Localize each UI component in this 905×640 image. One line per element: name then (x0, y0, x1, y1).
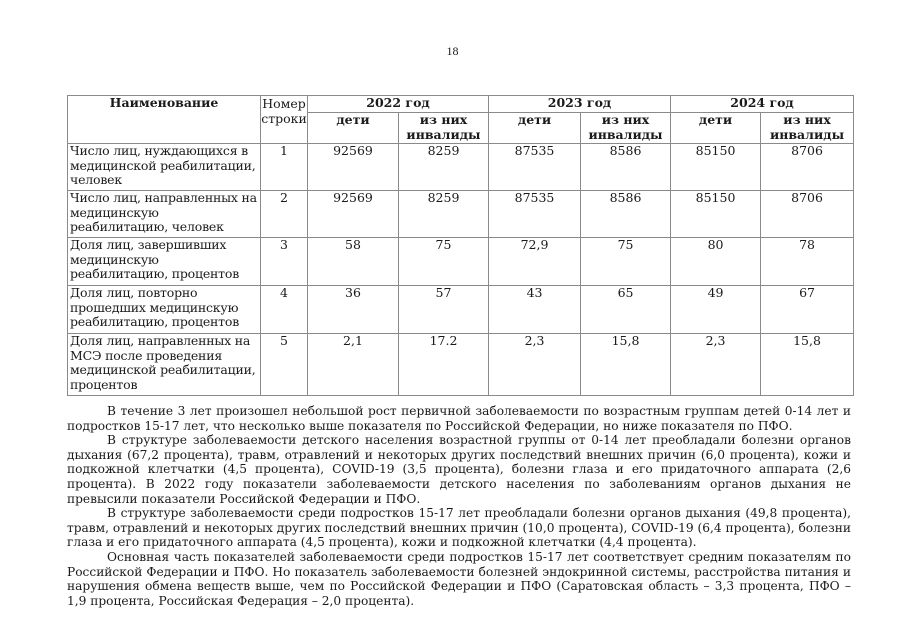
row-number: 5 (261, 334, 308, 396)
row-number: 2 (261, 191, 308, 238)
header-year-2024: 2024 год (671, 96, 854, 113)
header-children: дети (308, 113, 399, 144)
row-number: 1 (261, 144, 308, 191)
cell-2022-children: 36 (308, 286, 399, 334)
cell-2023-children: 87535 (489, 144, 581, 191)
cell-2022-children: 92569 (308, 191, 399, 238)
paragraph: Основная часть показателей заболеваемости среди подростков 15-17 лет соответствует средним показателям по Российской Федерации и ПФО. Но показатель заболеваемости болезней эндокринной системы, расстройства питания и нарушения обмена веществ выше, чем по Российской Федерации и ПФО (Саратовская область – 3,3 процента, ПФО – 1,9 процента, Российская Федерация – 2,0 процента). (67, 549, 851, 608)
header-children: дети (671, 113, 761, 144)
row-name: Число лиц, нуждающихся в медицинской реабилитации, человек (68, 144, 261, 191)
cell-2024-disabled: 15,8 (761, 334, 854, 396)
header-year-2023: 2023 год (489, 96, 671, 113)
page-number: 18 (446, 44, 459, 58)
cell-2024-disabled: 67 (761, 286, 854, 334)
header-name: Наименование (68, 96, 261, 144)
header-children: дети (489, 113, 581, 144)
row-name: Доля лиц, повторно прошедших медицинскую реабилитацию, процентов (68, 286, 261, 334)
row-name: Доля лиц, завершивших медицинскую реабилитацию, процентов (68, 238, 261, 286)
header-disabled: из них инвалиды (581, 113, 671, 144)
cell-2023-disabled: 15,8 (581, 334, 671, 396)
table-row (68, 238, 854, 286)
table-row (68, 144, 854, 191)
cell-2023-disabled: 65 (581, 286, 671, 334)
cell-2023-disabled: 8586 (581, 191, 671, 238)
cell-2022-disabled: 75 (399, 238, 489, 286)
rehabilitation-table (67, 95, 854, 396)
cell-2022-disabled: 17.2 (399, 334, 489, 396)
cell-2022-children: 58 (308, 238, 399, 286)
cell-2024-disabled: 78 (761, 238, 854, 286)
header-year-2022: 2022 год (308, 96, 489, 113)
row-name: Доля лиц, направленных на МСЭ после проведения медицинской реабилитации, процентов (68, 334, 261, 396)
cell-2024-children: 49 (671, 286, 761, 334)
table-row (68, 191, 854, 238)
row-name: Число лиц, направленных на медицинскую реабилитацию, человек (68, 191, 261, 238)
header-row-number: Номер строки (261, 96, 308, 144)
cell-2022-children: 2,1 (308, 334, 399, 396)
cell-2024-disabled: 8706 (761, 191, 854, 238)
cell-2024-children: 85150 (671, 144, 761, 191)
paragraph: В структуре заболеваемости детского населения возрастной группы от 0-14 лет преобладали болезни органов дыхания (67,2 процента), травм, отравлений и некоторых других последствий внешних причин (6,0 процента), кожи и подкожной клетчатки (4,5 процента), COVID-19 (3,5 процента), болезни глаза и его придаточного аппарата (2,6 процента). В 2022 году показатели заболеваемости детского населения по заболеваниям органов дыхания не превысили показатели Российской Федерации и ПФО. (67, 433, 851, 506)
paragraph: В течение 3 лет произошел небольшой рост первичной заболеваемости по возрастным группам детей 0-14 лет и подростков 15-17 лет, что несколько выше показателя по Российской Федерации, но ниже показателя по ПФО. (67, 404, 851, 433)
cell-2022-disabled: 8259 (399, 144, 489, 191)
cell-2023-children: 87535 (489, 191, 581, 238)
cell-2023-children: 72,9 (489, 238, 581, 286)
header-row-years (68, 96, 854, 113)
cell-2022-disabled: 57 (399, 286, 489, 334)
cell-2022-disabled: 8259 (399, 191, 489, 238)
cell-2023-disabled: 75 (581, 238, 671, 286)
header-disabled: из них инвалиды (761, 113, 854, 144)
header-disabled: из них инвалиды (399, 113, 489, 144)
cell-2024-children: 85150 (671, 191, 761, 238)
table-row (68, 334, 854, 396)
cell-2024-disabled: 8706 (761, 144, 854, 191)
row-number: 3 (261, 238, 308, 286)
cell-2023-children: 2,3 (489, 334, 581, 396)
table-row (68, 286, 854, 334)
row-number: 4 (261, 286, 308, 334)
cell-2023-disabled: 8586 (581, 144, 671, 191)
cell-2024-children: 2,3 (671, 334, 761, 396)
cell-2024-children: 80 (671, 238, 761, 286)
cell-2022-children: 92569 (308, 144, 399, 191)
paragraph: В структуре заболеваемости среди подростков 15-17 лет преобладали болезни органов дыхания (49,8 процента), травм, отравлений и некоторых других последствий внешних причин (10,0 процента), COVID-19 (6,4 процента), болезни глаза и его придаточного аппарата (4,5 процента), кожи и подкожной клетчатки (4,4 процента). (67, 506, 851, 550)
body-text (67, 404, 851, 608)
cell-2023-children: 43 (489, 286, 581, 334)
